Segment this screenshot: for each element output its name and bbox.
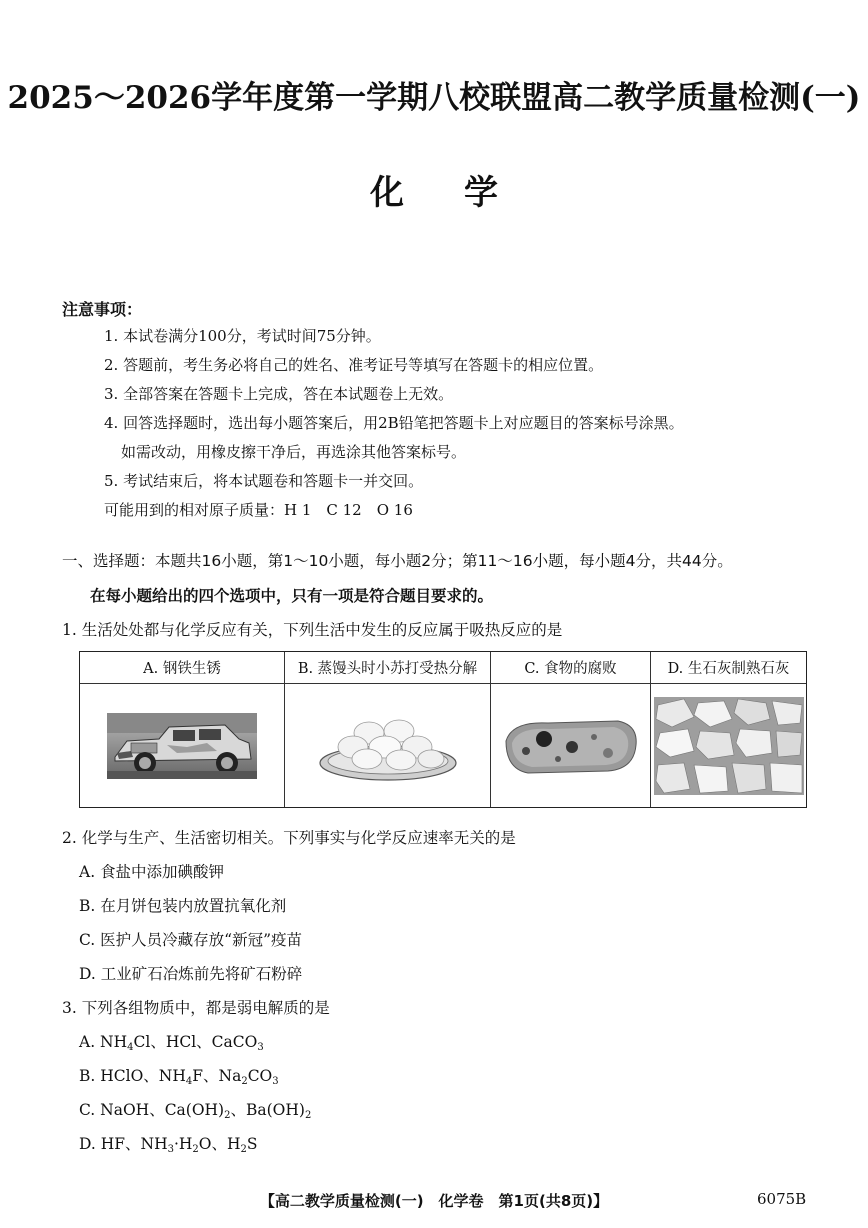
rotten-food-image xyxy=(491,684,651,807)
q3-option-d: D. HF、$NH_3\cdot H_2O$、$H_2S$ xyxy=(79,1135,258,1155)
q1-option-c-label: C. 食物的腐败 xyxy=(491,652,651,684)
notes-heading: 注意事项： xyxy=(62,300,143,319)
q2-option-d: D. 工业矿石冶炼前先将矿石粉碎 xyxy=(79,965,303,983)
question-3-stem: 3. 下列各组物质中，都是弱电解质的是 xyxy=(62,999,330,1017)
subject-title: 化学 xyxy=(370,173,558,213)
q2-option-a: A. 食盐中添加碘酸钾 xyxy=(79,863,225,881)
note-item: 如需改动，用橡皮擦干净后，再选涂其他答案标号。 xyxy=(121,443,467,461)
rusty-car-image xyxy=(80,684,285,807)
quicklime-image xyxy=(651,684,806,807)
q1-option-d-label: D. 生石灰制熟石灰 xyxy=(651,652,806,684)
section-heading: 一、选择题：本题共16小题，第1～10小题，每小题2分；第11～16小题，每小题4分，共44分。 xyxy=(62,552,733,570)
q2-option-b: B. 在月饼包装内放置抗氧化剂 xyxy=(79,897,287,915)
q1-option-a-label: A. 钢铁生锈 xyxy=(80,652,285,684)
note-item: 5. 考试结束后，将本试题卷和答题卡一并交回。 xyxy=(104,472,424,490)
note-item: 1. 本试卷满分100分，考试时间75分钟。 xyxy=(104,327,381,345)
exam-title: 2025～2026学年度第一学期八校联盟高二教学质量检测(一) xyxy=(7,80,861,116)
q3-option-a: A. $NH_4Cl$、HCl、CaCO$_3$ xyxy=(79,1033,264,1053)
note-item: 3. 全部答案在答题卡上完成，答在本试题卷上无效。 xyxy=(104,385,454,403)
q3-option-b: B. HClO、$NH_4F$、$Na_2CO_3$ xyxy=(79,1067,279,1087)
q2-option-c: C. 医护人员冷藏存放“新冠”疫苗 xyxy=(79,931,303,949)
atomic-mass-note: 可能用到的相对原子质量：H 1 C 12 O 16 xyxy=(104,501,413,519)
page-footer: 【高二教学质量检测(一) 化学卷 第1页(共8页)】 xyxy=(259,1192,609,1210)
steamed-buns-image xyxy=(285,684,491,807)
note-item: 4. 回答选择题时，选出每小题答案后，用2B铅笔把答题卡上对应题目的答案标号涂黑。 xyxy=(104,414,684,432)
q3-option-c: C. NaOH、$Ca(OH)_2$、$Ba(OH)_2$ xyxy=(79,1101,312,1121)
note-item: 2. 答题前，考生务必将自己的姓名、准考证号等填写在答题卡的相应位置。 xyxy=(104,356,604,374)
question-1-stem: 1. 生活处处都与化学反应有关，下列生活中发生的反应属于吸热反应的是 xyxy=(62,621,563,639)
question-1-options-table xyxy=(79,651,807,808)
q1-option-b-label: B. 蒸馒头时小苏打受热分解 xyxy=(285,652,491,684)
question-2-stem: 2. 化学与生产、生活密切相关。下列事实与化学反应速率无关的是 xyxy=(62,829,516,847)
paper-code: 6075B xyxy=(757,1190,807,1208)
section-instruction: 在每小题给出的四个选项中，只有一项是符合题目要求的。 xyxy=(90,587,494,605)
